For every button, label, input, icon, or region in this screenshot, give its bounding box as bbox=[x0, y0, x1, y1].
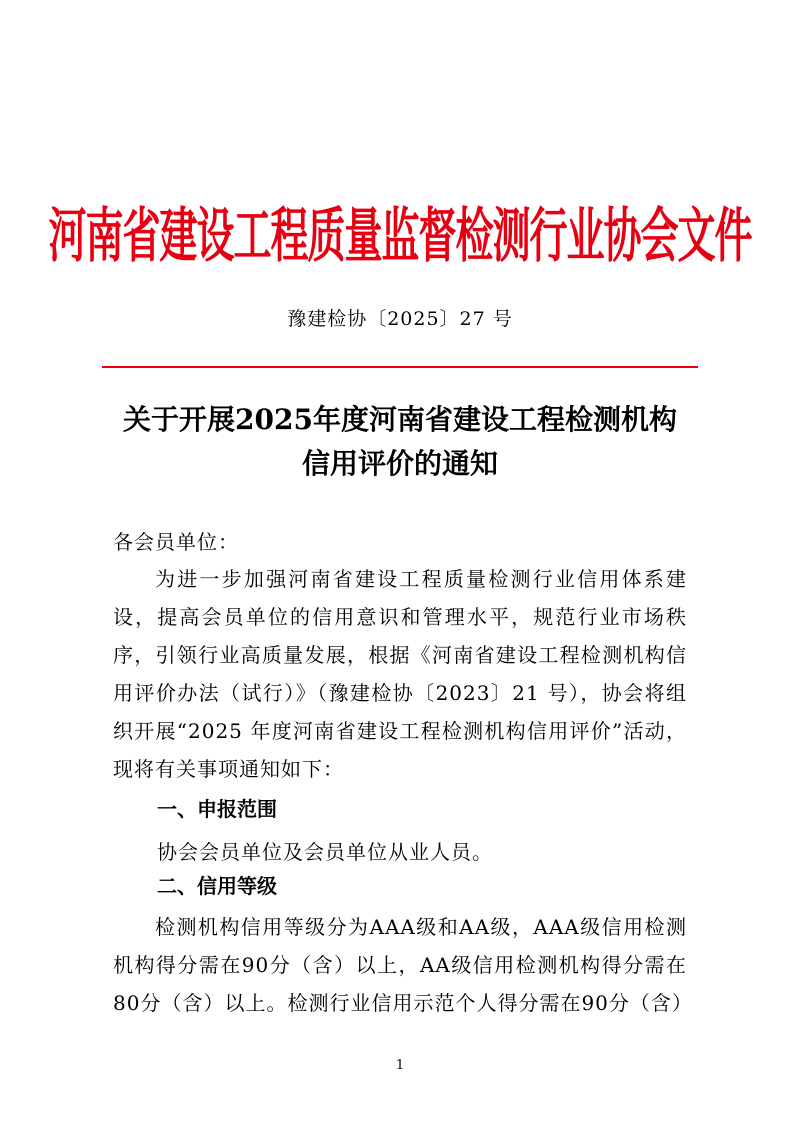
header-divider bbox=[102, 366, 698, 368]
section1-text: 协会会员单位及会员单位从业人员。 bbox=[157, 840, 493, 864]
salutation: 各会员单位： bbox=[113, 530, 239, 554]
intro-paragraph: 为进一步加强河南省建设工程质量检测行业信用体系建设，提高会员单位的信用意识和管理水平，规范行业市场秩序，引领行业高质量发展，根据《河南省建设工程检测机构信用评价办法（试行）》（豫建检协〔2023〕21 号），协会将组织开展“2025 年度河南省建设工程检测机构信用评价”活动，现将有关事项通知如下： bbox=[113, 567, 687, 781]
section2-heading: 二、信用等级 bbox=[157, 874, 277, 898]
page-number: 1 bbox=[395, 1058, 405, 1073]
document-header-title: 河南省建设工程质量监督检测行业协会文件 bbox=[48, 200, 752, 271]
section2-text: 检测机构信用等级分为AAA级和AA级，AAA级信用检测机构得分需在90分（含）以上，AA级信用检测机构得分需在80分（含）以上。检测行业信用示范个人得分需在90分（含） bbox=[113, 915, 693, 1015]
notice-title-line2: 信用评价的通知 bbox=[301, 447, 498, 480]
notice-title-line1: 关于开展2025年度河南省建设工程检测机构 bbox=[123, 403, 677, 436]
section1-heading: 一、申报范围 bbox=[157, 797, 277, 821]
document-number: 豫建检协〔2025〕27 号 bbox=[287, 308, 513, 330]
